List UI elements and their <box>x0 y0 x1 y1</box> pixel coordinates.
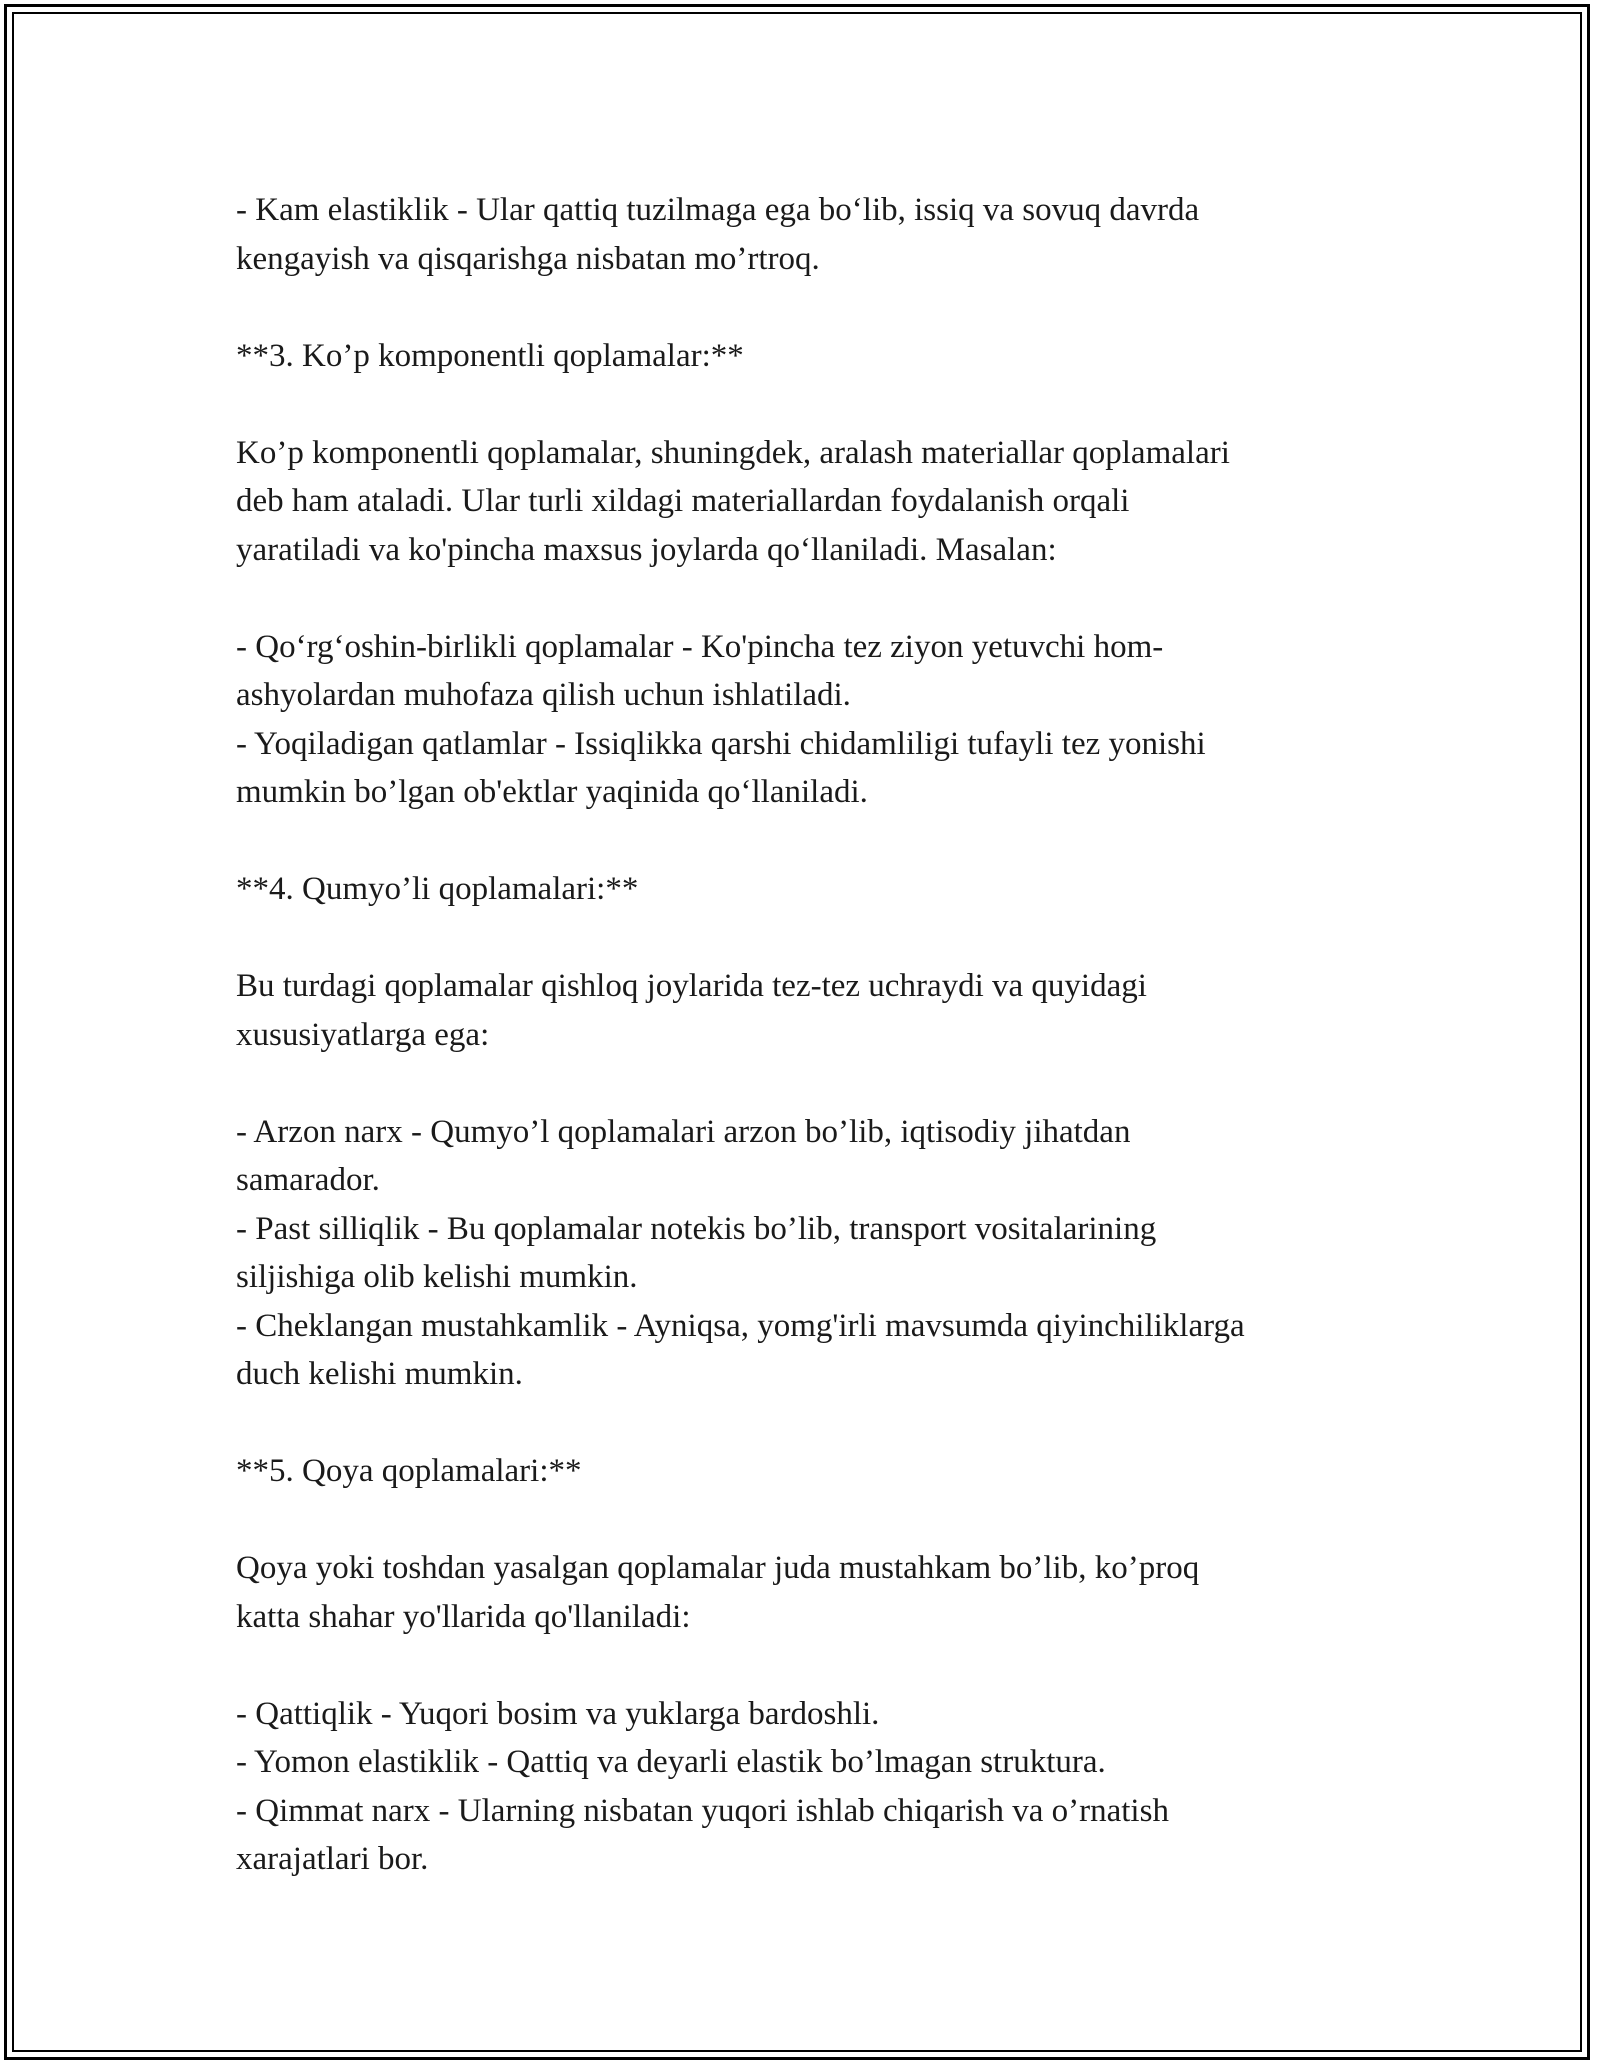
blank-line <box>236 1399 1396 1448</box>
text-line: katta shahar yo'llarida qo'llaniladi: <box>236 1598 691 1635</box>
section-heading: **5. Qoya qoplamalari:** <box>236 1453 582 1489</box>
list-item-line: duch kelishi mumkin. <box>236 1356 523 1392</box>
document-body <box>236 186 1396 1884</box>
text-line: - Kam elastiklik - Ular qattiq tuzilmaga ega bo‘lib, issiq va sovuq davrda <box>236 192 1200 228</box>
text-line: Qoya yoki toshdan yasalgan qoplamalar juda mustahkam bo’lib, ko’proq <box>236 1550 1200 1586</box>
text-line: xususiyatlarga ega: <box>236 1016 490 1053</box>
blank-line <box>236 1496 1396 1545</box>
text-line: kengayish va qisqarishga nisbatan mo’rtroq. <box>236 240 820 277</box>
list-item-line: - Qattiqlik - Yuqori bosim va yuklarga bardoshli. <box>236 1695 880 1732</box>
blank-line <box>236 817 1396 866</box>
section-heading: **4. Qumyo’li qoplamalari:** <box>236 871 639 907</box>
blank-line <box>236 574 1396 623</box>
list-item-line: - Qo‘rg‘oshin-birlikli qoplamalar - Ko'pincha tez ziyon yetuvchi hom- <box>236 628 1164 665</box>
blank-line <box>236 914 1396 963</box>
list-item-line: - Arzon narx - Qumyo’l qoplamalari arzon bo’lib, iqtisodiy jihatdan <box>236 1113 1131 1150</box>
text-line: deb ham ataladi. Ular turli xildagi materiallardan foydalanish orqali <box>236 483 1130 519</box>
list-item-line: xarajatlari bor. <box>236 1841 429 1877</box>
list-item-line: siljishiga olib kelishi mumkin. <box>236 1259 638 1295</box>
list-item-line: - Yomon elastiklik - Qattiq va deyarli elastik bo’lmagan struktura. <box>236 1744 1106 1780</box>
list-item-line: - Cheklangan mustahkamlik - Ayniqsa, yomg'irli mavsumda qiyinchiliklarga <box>236 1307 1245 1344</box>
blank-line <box>236 380 1396 429</box>
blank-line <box>236 1059 1396 1108</box>
text-line: Ko’p komponentli qoplamalar, shuningdek, aralash materiallar qoplamalari <box>236 434 1230 471</box>
list-item-line: samarador. <box>236 1162 380 1198</box>
list-item-line: - Past silliqlik - Bu qoplamalar notekis bo’lib, transport vositalarining <box>236 1210 1157 1247</box>
blank-line <box>236 283 1396 332</box>
list-item-line: ashyolardan muhofaza qilish uchun ishlatiladi. <box>236 677 851 713</box>
list-item-line: - Yoqiladigan qatlamlar - Issiqlikka qarshi chidamliligi tufayli tez yonishi <box>236 725 1206 762</box>
text-line: yaratiladi va ko'pincha maxsus joylarda qo‘llaniladi. Masalan: <box>236 531 1057 568</box>
list-item-line: mumkin bo’lgan ob'ektlar yaqinida qo‘llaniladi. <box>236 774 868 810</box>
text-line: Bu turdagi qoplamalar qishloq joylarida tez-tez uchraydi va quyidagi <box>236 968 1147 1004</box>
blank-line <box>236 1641 1396 1690</box>
section-heading: **3. Ko’p komponentli qoplamalar:** <box>236 337 744 374</box>
list-item-line: - Qimmat narx - Ularning nisbatan yuqori ishlab chiqarish va o’rnatish <box>236 1792 1169 1829</box>
